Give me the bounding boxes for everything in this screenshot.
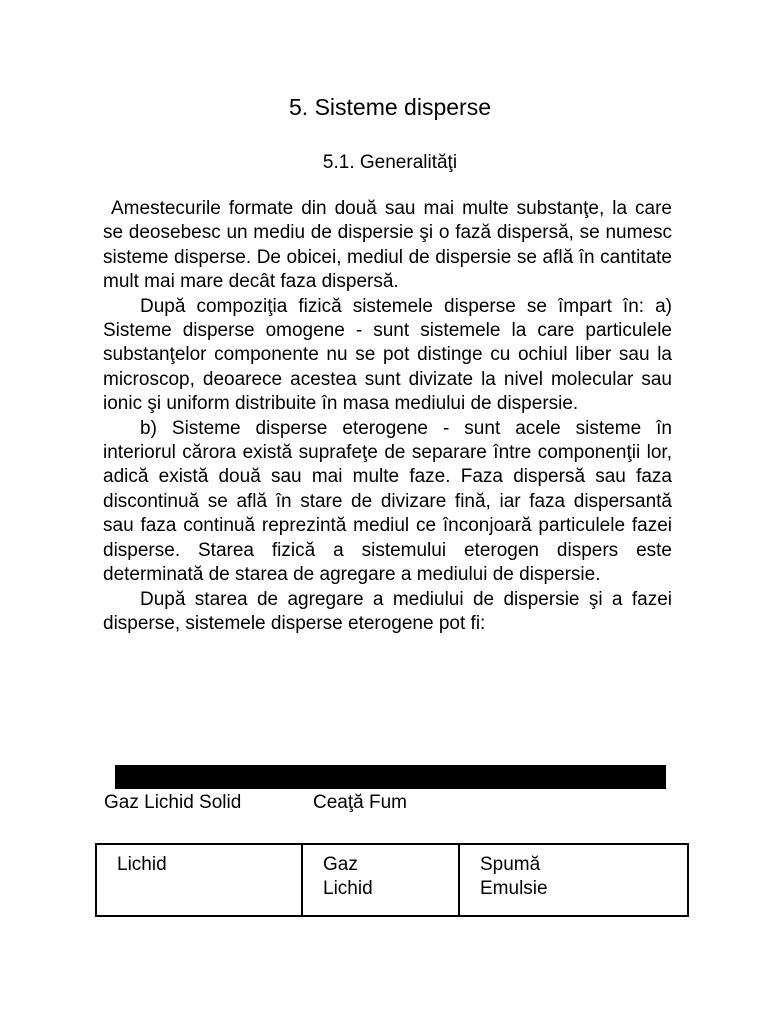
paragraph-classification: După starea de agregare a mediului de dispersie şi a fazei disperse, sistemele disperse eterogene pot fi:	[103, 588, 672, 634]
paragraph-composition: După compoziţia fizică sistemele disperse se împart în: a) Sisteme disperse omogene - sunt sistemele la care particulele substanţelor componente nu se pot distinge cu ochiul liber sau la microscop, deoarece acestea sunt divizate la nivel molecular sau ionic şi uniform distribuite în masa mediului de dispersie.	[103, 295, 672, 415]
page-title: 5. Sisteme disperse	[289, 94, 491, 120]
phase-row-col2: Ceaţă Fum	[313, 792, 407, 813]
body-text	[103, 197, 672, 636]
paragraph-intro: Amestecurile formate din două sau mai multe substanţe, la care se deosebesc un mediu de dispersie şi o fază dispersă, se numesc sisteme disperse. De obicei, mediul de dispersie se află în cantitate mult mai mare decât faza dispersă.	[103, 198, 672, 293]
section-subtitle: 5.1. Generalităţi	[322, 152, 458, 173]
paragraph-heterogeneous: b) Sisteme disperse eterogene - sunt acele sisteme în interiorul cărora există suprafeţe de separare între componenţii lor, adică există două sau mai multe faze. Faza dispersă sau faza discontinuă se află în stare de divizare fină, iar faza dispersantă sau faza continuă reprezintă mediul ce înconjoară particulele fazei disperse. Starea fizică a sistemului eterogen dispers este determinată de starea de agregare a mediului de dispersie.	[103, 417, 672, 586]
phase-row-col1: Gaz Lichid Solid	[104, 792, 242, 813]
table-cell-phase: Gaz Lichid	[302, 844, 459, 916]
table-cell-system: Spumă Emulsie	[459, 844, 688, 916]
table-cell-medium: Lichid	[96, 844, 302, 916]
redaction-bar	[115, 765, 666, 789]
phase-row	[104, 791, 407, 815]
dispersion-table	[95, 843, 689, 917]
table-row	[96, 844, 688, 916]
